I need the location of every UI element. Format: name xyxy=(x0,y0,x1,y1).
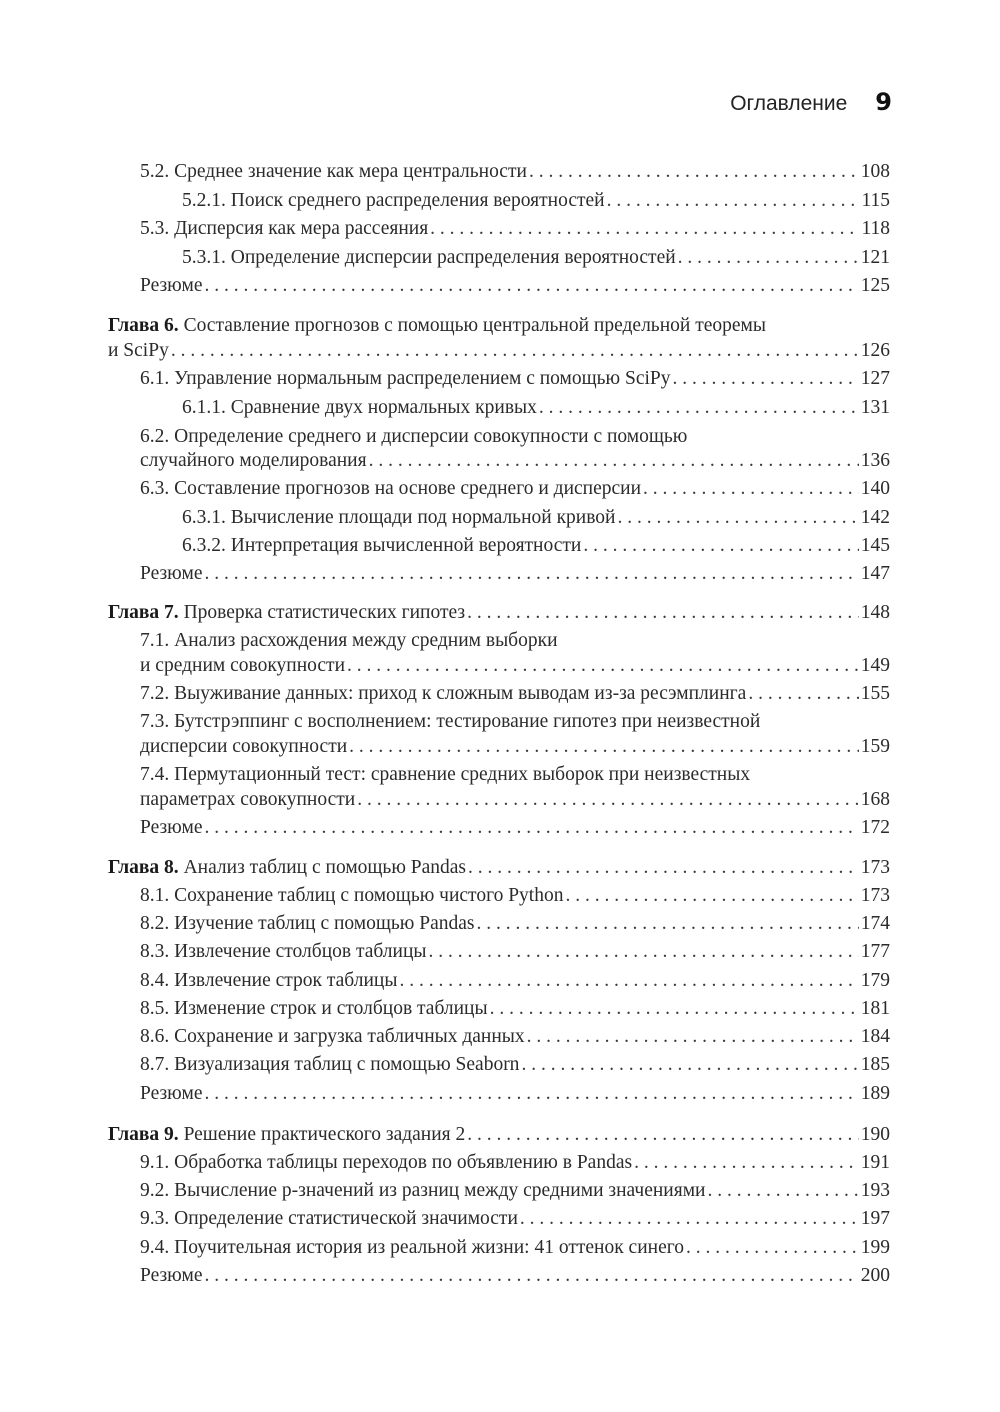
dot-leader xyxy=(205,562,859,586)
toc-entry-summary[interactable]: Резюме . . . 147 xyxy=(140,562,890,586)
dot-leader xyxy=(347,654,859,678)
toc-entry[interactable]: 8.2. Изучение таблиц с помощью Pandas . . . 174 xyxy=(140,912,890,936)
toc-entry[interactable]: 7.3. Бутстрэппинг с восполнением: тестирование гипотез при неизвестной xyxy=(140,711,761,732)
chapter-prefix: Глава 8. xyxy=(108,857,179,878)
dot-leader xyxy=(476,912,858,936)
toc-entry[interactable]: 6.3. Составление прогнозов на основе среднего и дисперсии . . . 140 xyxy=(140,477,890,501)
dot-leader xyxy=(707,1179,858,1203)
dot-leader xyxy=(467,601,859,625)
dot-leader xyxy=(429,940,859,964)
dot-leader xyxy=(467,1123,858,1147)
dot-leader xyxy=(521,1053,858,1077)
toc-entry[interactable]: 5.2. Среднее значение как мера центральности . . . 108 xyxy=(140,160,890,184)
toc-entry[interactable]: случайного моделирования . . . 136 xyxy=(140,449,890,473)
toc-entry-summary[interactable]: Резюме . . . 189 xyxy=(140,1082,890,1106)
dot-leader xyxy=(539,396,859,420)
toc-chapter-heading[interactable]: Глава 7. Проверка статистических гипотез . . . 148 xyxy=(108,601,890,625)
toc-entry[interactable]: и SciPy . . . 126 xyxy=(108,339,890,363)
dot-leader xyxy=(583,534,858,558)
dot-leader xyxy=(205,1264,859,1288)
toc-entry[interactable]: 8.6. Сохранение и загрузка табличных данных . . . 184 xyxy=(140,1025,890,1049)
dot-leader xyxy=(369,449,859,473)
toc-entry[interactable]: 9.2. Вычисление p-значений из разниц между средними значениями . . . 193 xyxy=(140,1179,890,1203)
toc-entry[interactable]: 6.1.1. Сравнение двух нормальных кривых . . . 131 xyxy=(182,396,890,420)
chapter-prefix: Глава 7. xyxy=(108,602,179,623)
toc-entry[interactable]: 7.2. Выуживание данных: приход к сложным выводам из-за ресэмплинга . . . 155 xyxy=(140,682,890,706)
toc-entry-summary[interactable]: Резюме . . . 125 xyxy=(140,274,890,298)
dot-leader xyxy=(678,246,859,270)
chapter-prefix: Глава 9. xyxy=(108,1124,179,1145)
toc-entry[interactable]: 5.2.1. Поиск среднего распределения вероятностей . . . 115 xyxy=(182,189,890,213)
toc-entry[interactable]: 9.4. Поучительная история из реальной жизни: 41 оттенок синего . . . 199 xyxy=(140,1236,890,1260)
dot-leader xyxy=(673,367,859,391)
dot-leader xyxy=(686,1236,859,1260)
dot-leader xyxy=(171,339,859,363)
dot-leader xyxy=(468,856,859,880)
dot-leader xyxy=(618,506,859,530)
toc-entry[interactable]: 6.3.1. Вычисление площади под нормальной кривой . . . 142 xyxy=(182,506,890,530)
dot-leader xyxy=(607,189,860,213)
toc-entry[interactable]: 6.1. Управление нормальным распределением с помощью SciPy . . . 127 xyxy=(140,367,890,391)
toc-entry[interactable]: параметрах совокупности . . . 168 xyxy=(140,788,890,812)
dot-leader xyxy=(399,969,858,993)
toc-entry[interactable]: 8.5. Изменение строк и столбцов таблицы . . . 181 xyxy=(140,997,890,1021)
toc-entry-summary[interactable]: Резюме . . . 200 xyxy=(140,1264,890,1288)
toc-entry[interactable]: 9.3. Определение статистической значимости . . . 197 xyxy=(140,1207,890,1231)
toc-entry[interactable]: и средним совокупности . . . 149 xyxy=(140,654,890,678)
dot-leader xyxy=(520,1207,859,1231)
chapter-prefix: Глава 6. xyxy=(108,315,179,336)
running-header xyxy=(730,88,892,116)
toc-entry[interactable]: 6.3.2. Интерпретация вычисленной вероятности . . . 145 xyxy=(182,534,890,558)
toc-entry[interactable]: 8.7. Визуализация таблиц с помощью Seaborn . . . 185 xyxy=(140,1053,890,1077)
dot-leader xyxy=(565,884,858,908)
toc-chapter-heading[interactable]: Глава 6. Составление прогнозов с помощью центральной предельной теоремы xyxy=(108,315,766,336)
dot-leader xyxy=(748,682,858,706)
dot-leader xyxy=(490,997,859,1021)
toc-chapter-heading[interactable]: Глава 8. Анализ таблиц с помощью Pandas . . . 173 xyxy=(108,856,890,880)
dot-leader xyxy=(205,816,859,840)
toc-entry[interactable]: 9.1. Обработка таблицы переходов по объявлению в Pandas . . . 191 xyxy=(140,1151,890,1175)
toc-entry[interactable]: 7.4. Пермутационный тест: сравнение средних выборок при неизвестных xyxy=(140,764,751,785)
dot-leader xyxy=(357,788,859,812)
dot-leader xyxy=(205,274,859,298)
dot-leader xyxy=(527,1025,859,1049)
dot-leader xyxy=(634,1151,859,1175)
toc-chapter-heading[interactable]: Глава 9. Решение практического задания 2 . . . 190 xyxy=(108,1123,890,1147)
toc-entry[interactable]: дисперсии совокупности . . . 159 xyxy=(140,735,890,759)
toc-entry[interactable]: 8.3. Извлечение столбцов таблицы . . . 177 xyxy=(140,940,890,964)
page-number: 9 xyxy=(875,88,892,116)
toc-entry[interactable]: 8.1. Сохранение таблиц с помощью чистого Python . . . 173 xyxy=(140,884,890,908)
dot-leader xyxy=(430,217,859,241)
toc-entry[interactable]: 5.3. Дисперсия как мера рассеяния . . . 118 xyxy=(140,217,890,241)
dot-leader xyxy=(529,160,859,184)
toc-entry[interactable]: 6.2. Определение среднего и дисперсии совокупности с помощью xyxy=(140,426,688,447)
running-header-title: Оглавление xyxy=(730,92,848,115)
toc-entry[interactable]: 5.3.1. Определение дисперсии распределения вероятностей . . . 121 xyxy=(182,246,890,270)
dot-leader xyxy=(205,1082,859,1106)
toc-entry[interactable]: 8.4. Извлечение строк таблицы . . . 179 xyxy=(140,969,890,993)
dot-leader xyxy=(643,477,859,501)
toc-entry[interactable]: 7.1. Анализ расхождения между средним выборки xyxy=(140,630,558,651)
toc-entry-summary[interactable]: Резюме . . . 172 xyxy=(140,816,890,840)
dot-leader xyxy=(349,735,859,759)
